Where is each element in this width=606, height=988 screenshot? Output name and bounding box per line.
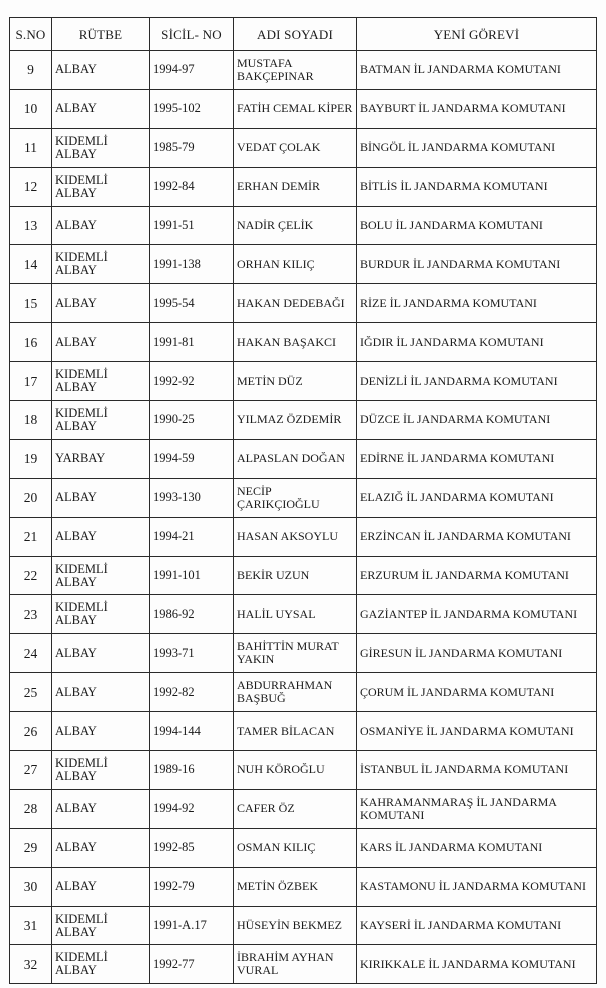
- header-sno: S.NO: [10, 18, 52, 51]
- sicil-no-cell: 1994-144: [150, 712, 234, 751]
- table-row: [10, 323, 597, 362]
- name-cell: BAHİTTİN MURAT YAKIN: [234, 634, 357, 673]
- table-row: [10, 89, 597, 128]
- assignment-table: [9, 17, 597, 984]
- new-duty-cell: BATMAN İL JANDARMA KOMUTANI: [357, 51, 597, 90]
- sno-cell: 18: [10, 401, 52, 440]
- name-cell: HAKAN DEDEBAĞI: [234, 284, 357, 323]
- sicil-no-cell: 1992-85: [150, 828, 234, 867]
- table-row: [10, 673, 597, 712]
- sno-cell: 12: [10, 167, 52, 206]
- table-row: [10, 595, 597, 634]
- rank-cell: KIDEMLİ ALBAY: [52, 167, 150, 206]
- sno-cell: 15: [10, 284, 52, 323]
- sno-cell: 11: [10, 128, 52, 167]
- table-row: [10, 828, 597, 867]
- new-duty-cell: İSTANBUL İL JANDARMA KOMUTANI: [357, 751, 597, 790]
- name-cell: OSMAN KILIÇ: [234, 828, 357, 867]
- rank-cell: ALBAY: [52, 206, 150, 245]
- table-row: [10, 712, 597, 751]
- sicil-no-cell: 1986-92: [150, 595, 234, 634]
- rank-cell: ALBAY: [52, 867, 150, 906]
- sicil-no-cell: 1991-101: [150, 556, 234, 595]
- name-cell: NUH KÖROĞLU: [234, 751, 357, 790]
- new-duty-cell: ERZİNCAN İL JANDARMA KOMUTANI: [357, 517, 597, 556]
- table-row: [10, 751, 597, 790]
- rank-cell: ALBAY: [52, 634, 150, 673]
- rank-cell: KIDEMLİ ALBAY: [52, 401, 150, 440]
- name-cell: ABDURRAHMAN BAŞBUĞ: [234, 673, 357, 712]
- new-duty-cell: RİZE İL JANDARMA KOMUTANI: [357, 284, 597, 323]
- rank-cell: ALBAY: [52, 828, 150, 867]
- rank-cell: YARBAY: [52, 439, 150, 478]
- table-row: [10, 362, 597, 401]
- name-cell: BEKİR UZUN: [234, 556, 357, 595]
- sno-cell: 14: [10, 245, 52, 284]
- new-duty-cell: GAZİANTEP İL JANDARMA KOMUTANI: [357, 595, 597, 634]
- table-row: [10, 439, 597, 478]
- name-cell: TAMER BİLACAN: [234, 712, 357, 751]
- sno-cell: 29: [10, 828, 52, 867]
- sicil-no-cell: 1992-92: [150, 362, 234, 401]
- table-row: [10, 206, 597, 245]
- sno-cell: 20: [10, 478, 52, 517]
- sicil-no-cell: 1990-25: [150, 401, 234, 440]
- name-cell: NECİP ÇARIKÇIOĞLU: [234, 478, 357, 517]
- name-cell: METİN DÜZ: [234, 362, 357, 401]
- rank-cell: KIDEMLİ ALBAY: [52, 595, 150, 634]
- sno-cell: 9: [10, 51, 52, 90]
- rank-cell: ALBAY: [52, 323, 150, 362]
- new-duty-cell: DENİZLİ İL JANDARMA KOMUTANI: [357, 362, 597, 401]
- new-duty-cell: KIRIKKALE İL JANDARMA KOMUTANI: [357, 945, 597, 984]
- sno-cell: 24: [10, 634, 52, 673]
- table-row: [10, 478, 597, 517]
- table-row: [10, 128, 597, 167]
- name-cell: HÜSEYİN BEKMEZ: [234, 906, 357, 945]
- rank-cell: ALBAY: [52, 89, 150, 128]
- rank-cell: ALBAY: [52, 517, 150, 556]
- new-duty-cell: BURDUR İL JANDARMA KOMUTANI: [357, 245, 597, 284]
- table-row: [10, 284, 597, 323]
- new-duty-cell: ÇORUM İL JANDARMA KOMUTANI: [357, 673, 597, 712]
- new-duty-cell: IĞDIR İL JANDARMA KOMUTANI: [357, 323, 597, 362]
- name-cell: CAFER ÖZ: [234, 789, 357, 828]
- new-duty-cell: BAYBURT İL JANDARMA KOMUTANI: [357, 89, 597, 128]
- sicil-no-cell: 1991-A.17: [150, 906, 234, 945]
- sicil-no-cell: 1994-97: [150, 51, 234, 90]
- table-row: [10, 945, 597, 984]
- name-cell: HALİL UYSAL: [234, 595, 357, 634]
- sicil-no-cell: 1991-138: [150, 245, 234, 284]
- table-row: [10, 789, 597, 828]
- new-duty-cell: BİNGÖL İL JANDARMA KOMUTANI: [357, 128, 597, 167]
- table-row: [10, 634, 597, 673]
- header-sicil: SİCİL- NO: [150, 18, 234, 51]
- sno-cell: 27: [10, 751, 52, 790]
- sno-cell: 28: [10, 789, 52, 828]
- rank-cell: ALBAY: [52, 789, 150, 828]
- sicil-no-cell: 1991-51: [150, 206, 234, 245]
- name-cell: ERHAN DEMİR: [234, 167, 357, 206]
- sicil-no-cell: 1994-92: [150, 789, 234, 828]
- sicil-no-cell: 1992-82: [150, 673, 234, 712]
- table-body: [10, 51, 597, 984]
- sicil-no-cell: 1989-16: [150, 751, 234, 790]
- new-duty-cell: DÜZCE İL JANDARMA KOMUTANI: [357, 401, 597, 440]
- new-duty-cell: ERZURUM İL JANDARMA KOMUTANI: [357, 556, 597, 595]
- table-row: [10, 867, 597, 906]
- rank-cell: ALBAY: [52, 673, 150, 712]
- sno-cell: 32: [10, 945, 52, 984]
- name-cell: MUSTAFA BAKÇEPINAR: [234, 51, 357, 90]
- table-row: [10, 517, 597, 556]
- table-row: [10, 401, 597, 440]
- name-cell: YILMAZ ÖZDEMİR: [234, 401, 357, 440]
- sno-cell: 31: [10, 906, 52, 945]
- header-duty: YENİ GÖREVİ: [357, 18, 597, 51]
- name-cell: METİN ÖZBEK: [234, 867, 357, 906]
- table-row: [10, 556, 597, 595]
- sicil-no-cell: 1992-79: [150, 867, 234, 906]
- sno-cell: 17: [10, 362, 52, 401]
- rank-cell: KIDEMLİ ALBAY: [52, 245, 150, 284]
- new-duty-cell: BİTLİS İL JANDARMA KOMUTANI: [357, 167, 597, 206]
- header-name: ADI SOYADI: [234, 18, 357, 51]
- sno-cell: 13: [10, 206, 52, 245]
- sicil-no-cell: 1995-54: [150, 284, 234, 323]
- sno-cell: 25: [10, 673, 52, 712]
- header-row: [10, 18, 597, 51]
- table-header: [10, 18, 597, 51]
- new-duty-cell: KARS İL JANDARMA KOMUTANI: [357, 828, 597, 867]
- new-duty-cell: GİRESUN İL JANDARMA KOMUTANI: [357, 634, 597, 673]
- table-row: [10, 51, 597, 90]
- table-row: [10, 245, 597, 284]
- sno-cell: 23: [10, 595, 52, 634]
- sno-cell: 26: [10, 712, 52, 751]
- sicil-no-cell: 1993-130: [150, 478, 234, 517]
- name-cell: VEDAT ÇOLAK: [234, 128, 357, 167]
- name-cell: İBRAHİM AYHAN VURAL: [234, 945, 357, 984]
- rank-cell: ALBAY: [52, 712, 150, 751]
- rank-cell: KIDEMLİ ALBAY: [52, 128, 150, 167]
- sno-cell: 30: [10, 867, 52, 906]
- sicil-no-cell: 1992-84: [150, 167, 234, 206]
- new-duty-cell: KASTAMONU İL JANDARMA KOMUTANI: [357, 867, 597, 906]
- sno-cell: 21: [10, 517, 52, 556]
- new-duty-cell: KAHRAMANMARAŞ İL JANDARMA KOMUTANI: [357, 789, 597, 828]
- sicil-no-cell: 1992-77: [150, 945, 234, 984]
- sno-cell: 19: [10, 439, 52, 478]
- name-cell: HAKAN BAŞAKCI: [234, 323, 357, 362]
- table-row: [10, 906, 597, 945]
- new-duty-cell: ELAZIĞ İL JANDARMA KOMUTANI: [357, 478, 597, 517]
- name-cell: HASAN AKSOYLU: [234, 517, 357, 556]
- sicil-no-cell: 1995-102: [150, 89, 234, 128]
- name-cell: ALPASLAN DOĞAN: [234, 439, 357, 478]
- name-cell: NADİR ÇELİK: [234, 206, 357, 245]
- sno-cell: 22: [10, 556, 52, 595]
- sicil-no-cell: 1991-81: [150, 323, 234, 362]
- rank-cell: KIDEMLİ ALBAY: [52, 751, 150, 790]
- new-duty-cell: BOLU İL JANDARMA KOMUTANI: [357, 206, 597, 245]
- header-rank: RÜTBE: [52, 18, 150, 51]
- rank-cell: KIDEMLİ ALBAY: [52, 362, 150, 401]
- sicil-no-cell: 1994-59: [150, 439, 234, 478]
- table-row: [10, 167, 597, 206]
- sicil-no-cell: 1985-79: [150, 128, 234, 167]
- new-duty-cell: KAYSERİ İL JANDARMA KOMUTANI: [357, 906, 597, 945]
- rank-cell: KIDEMLİ ALBAY: [52, 906, 150, 945]
- rank-cell: ALBAY: [52, 51, 150, 90]
- new-duty-cell: OSMANİYE İL JANDARMA KOMUTANI: [357, 712, 597, 751]
- sicil-no-cell: 1993-71: [150, 634, 234, 673]
- rank-cell: KIDEMLİ ALBAY: [52, 945, 150, 984]
- rank-cell: ALBAY: [52, 478, 150, 517]
- name-cell: ORHAN KILIÇ: [234, 245, 357, 284]
- sno-cell: 16: [10, 323, 52, 362]
- sno-cell: 10: [10, 89, 52, 128]
- new-duty-cell: EDİRNE İL JANDARMA KOMUTANI: [357, 439, 597, 478]
- rank-cell: ALBAY: [52, 284, 150, 323]
- sicil-no-cell: 1994-21: [150, 517, 234, 556]
- name-cell: FATİH CEMAL KİPER: [234, 89, 357, 128]
- rank-cell: KIDEMLİ ALBAY: [52, 556, 150, 595]
